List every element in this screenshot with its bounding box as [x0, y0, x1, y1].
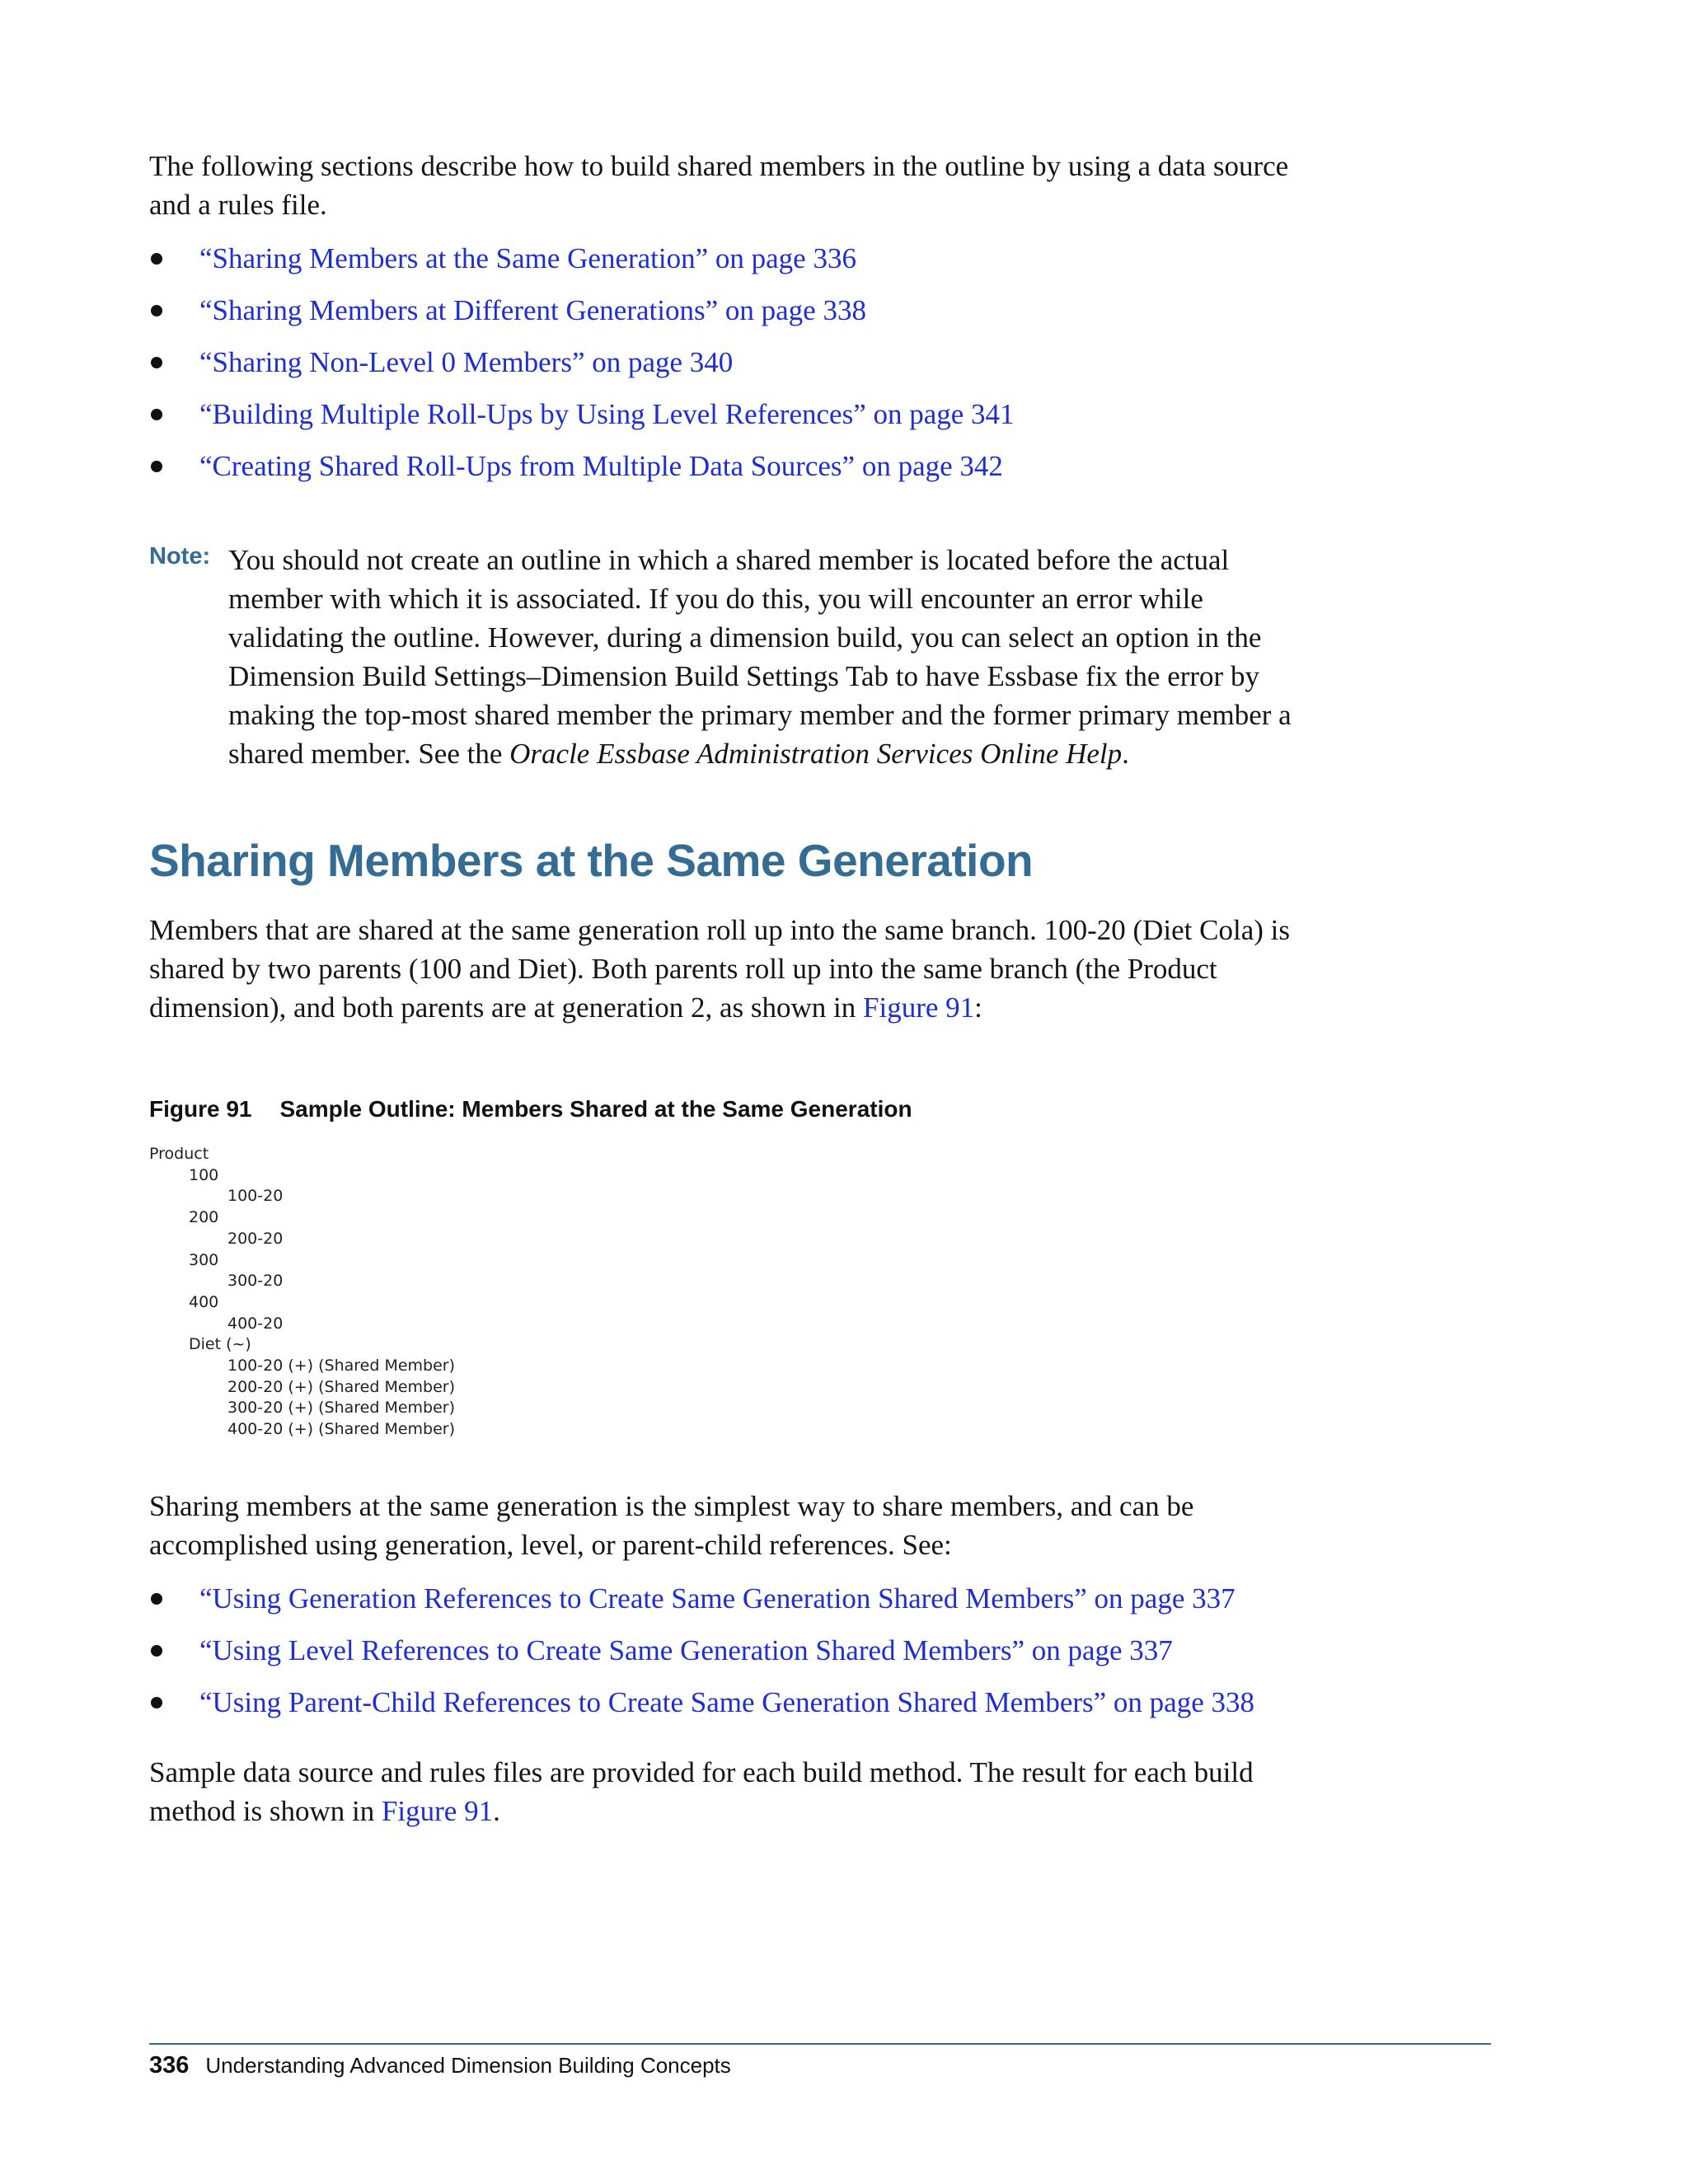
outline-row: 400: [189, 1292, 219, 1311]
outline-row: 200-20 (+) (Shared Member): [227, 1377, 456, 1396]
link-non-level-0[interactable]: “Sharing Non-Level 0 Members” on page 340: [199, 346, 734, 378]
outline-figure: [149, 1144, 455, 1441]
outline-row: 400-20: [227, 1314, 284, 1333]
after-link-list: [149, 1579, 1303, 1722]
list-item[interactable]: [149, 1683, 1303, 1722]
link-multiple-rollups[interactable]: “Building Multiple Roll-Ups by Using Level References” on page 341: [199, 398, 1015, 430]
after-figure-block: [149, 1487, 1303, 1830]
list-item[interactable]: [149, 1631, 1303, 1670]
figure-number: Figure 91: [149, 1096, 252, 1122]
list-item[interactable]: [149, 239, 1303, 278]
link-generation-references[interactable]: “Using Generation References to Create Same Generation Shared Members” on page 337: [199, 1582, 1236, 1615]
outline-row: 100: [189, 1165, 219, 1184]
list-item[interactable]: [149, 291, 1303, 330]
figure-link[interactable]: Figure 91: [863, 991, 975, 1024]
bullet-icon: [151, 253, 162, 265]
intro-paragraph: The following sections describe how to build shared members in the outline by using a data source and a rules file.: [149, 150, 1289, 221]
footer-rule: [149, 2043, 1491, 2045]
page-number: 336: [149, 2052, 190, 2079]
chapter-title: Understanding Advanced Dimension Building Concepts: [205, 2053, 731, 2078]
after-paragraph: Sharing members at the same generation is the simplest way to share members, and can be accomplished using generation, level, or parent-child references. See:: [149, 1490, 1194, 1561]
outline-row: 300-20 (+) (Shared Member): [227, 1399, 456, 1418]
note-body: You should not create an outline in which a shared member is located before the actual member with which it is associated. If you do this, you will encounter an error while validating the outline. However, during a dimension build, you can select an option in the Dimension Build Settings–Dimension Build Settings Tab to have Essbase fix the error by making the top-most shared member the primary member and the former primary member a shared member. See the: [228, 544, 1292, 770]
list-item[interactable]: [149, 395, 1303, 434]
link-different-generations[interactable]: “Sharing Members at Different Generations” on page 338: [199, 294, 866, 326]
outline-row: 200-20: [227, 1229, 284, 1248]
outline-row: Product: [149, 1145, 209, 1163]
bullet-icon: [151, 461, 162, 472]
page-footer: [149, 2052, 731, 2079]
intro-block: [149, 147, 1303, 485]
link-parent-child-references[interactable]: “Using Parent-Child References to Create Same Generation Shared Members” on page 338: [199, 1686, 1254, 1718]
figure-caption-text: Sample Outline: Members Shared at the Same Generation: [279, 1096, 912, 1122]
closing-paragraph: [149, 1753, 1303, 1830]
outline-row: 300: [189, 1250, 219, 1269]
list-item[interactable]: [149, 1579, 1303, 1618]
bullet-icon: [151, 1697, 162, 1708]
section-paragraph-block: [149, 911, 1303, 1027]
outline-row: 100-20 (+) (Shared Member): [227, 1357, 456, 1376]
bullet-icon: [151, 305, 162, 316]
section-paragraph: [149, 911, 1303, 1027]
closing-figure-link[interactable]: Figure 91: [381, 1795, 494, 1827]
outline-row: 400-20 (+) (Shared Member): [227, 1420, 456, 1439]
closing-text: Sample data source and rules files are provided for each build method. The result for each build method is shown in: [149, 1756, 1254, 1827]
bullet-icon: [151, 1645, 162, 1657]
outline-row: 100-20: [227, 1187, 284, 1206]
section-paragraph-text: Members that are shared at the same generation roll up into the same branch. 100-20 (Diet Cola) is shared by two parents (100 and Diet). Both parents roll up into the same branch (the Product dimension), and both parents are at generation 2, as shown in: [149, 914, 1291, 1024]
note-emphasis: Oracle Essbase Administration Services Online Help: [509, 738, 1123, 770]
bullet-icon: [151, 409, 162, 420]
list-item[interactable]: [149, 447, 1303, 485]
link-same-generation[interactable]: “Sharing Members at the Same Generation” on page 336: [199, 242, 856, 274]
note-text: [228, 541, 1320, 773]
intro-link-list: [149, 239, 1303, 485]
figure-caption: [149, 1096, 912, 1122]
list-item[interactable]: [149, 343, 1303, 382]
bullet-icon: [151, 1593, 162, 1605]
bullet-icon: [151, 357, 162, 368]
link-level-references[interactable]: “Using Level References to Create Same Generation Shared Members” on page 337: [199, 1634, 1173, 1666]
outline-row: Diet (~): [189, 1335, 251, 1354]
note-end: .: [1122, 738, 1129, 770]
note-block: [149, 541, 1320, 773]
section-heading: Sharing Members at the Same Generation: [149, 835, 1034, 886]
section-paragraph-end: :: [974, 991, 982, 1024]
link-shared-rollups[interactable]: “Creating Shared Roll-Ups from Multiple Data Sources” on page 342: [199, 450, 1003, 482]
outline-row: 300-20: [227, 1272, 284, 1291]
note-label: Note:: [149, 543, 211, 569]
outline-row: 200: [189, 1208, 219, 1227]
closing-end: .: [493, 1795, 500, 1827]
